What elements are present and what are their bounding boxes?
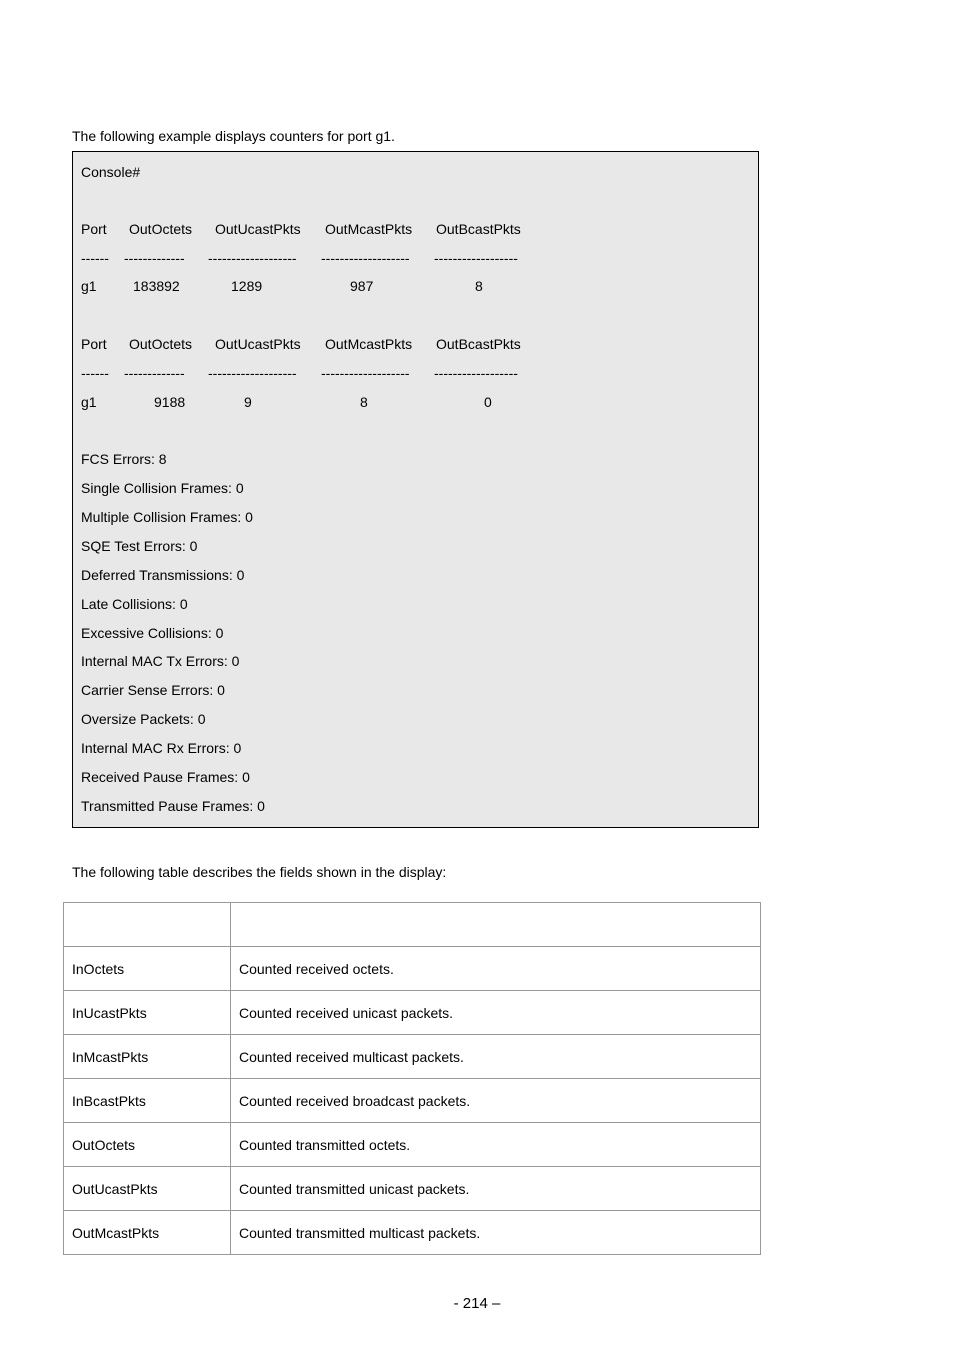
console-output (72, 151, 759, 828)
block1-value-port: g1 (81, 278, 97, 294)
field-description: Counted transmitted unicast packets. (231, 1167, 761, 1211)
error-line: Oversize Packets: 0 (81, 711, 206, 727)
error-line: Deferred Transmissions: 0 (81, 567, 245, 583)
block2-header-outbcastpkts: OutBcastPkts (436, 336, 521, 352)
block2-dash-port: ------ (81, 365, 109, 381)
table-row (64, 1211, 761, 1255)
page-number: - 214 – (453, 1295, 501, 1312)
block2-header-port: Port (81, 336, 107, 352)
error-line: Excessive Collisions: 0 (81, 625, 224, 641)
table-row (64, 1035, 761, 1079)
block1-header-outmcastpkts: OutMcastPkts (325, 221, 413, 237)
field-description: Counted received multicast packets. (231, 1035, 761, 1079)
field-name: OutOctets (64, 1123, 231, 1167)
block1-value-outmcastpkts: 987 (350, 278, 374, 294)
block1-header-outucastpkts: OutUcastPkts (215, 221, 301, 237)
block2-dash-outucastpkts: ------------------- (208, 365, 297, 381)
field-name: InMcastPkts (64, 1035, 231, 1079)
field-name: InOctets (64, 947, 231, 991)
block2-dash-outoctets: ------------- (124, 365, 185, 381)
table-row (64, 1123, 761, 1167)
table-header-row (64, 903, 761, 947)
block2-value-outbcastpkts: 0 (484, 394, 492, 410)
field-description: Counted received unicast packets. (231, 991, 761, 1035)
block2-value-outucastpkts: 9 (244, 394, 252, 410)
block1-header-port: Port (81, 221, 107, 237)
field-description: Counted received octets. (231, 947, 761, 991)
table-header-cell (64, 903, 231, 947)
field-description: Counted received broadcast packets. (231, 1079, 761, 1123)
error-line: Transmitted Pause Frames: 0 (81, 798, 265, 814)
block1-value-outucastpkts: 1289 (231, 278, 263, 294)
block1-header-outoctets: OutOctets (129, 221, 193, 237)
table-row (64, 991, 761, 1035)
block2-header-outucastpkts: OutUcastPkts (215, 336, 301, 352)
block1-value-outbcastpkts: 8 (475, 278, 483, 294)
field-description: Counted transmitted multicast packets. (231, 1211, 761, 1255)
error-line: Carrier Sense Errors: 0 (81, 682, 225, 698)
block2-value-outoctets: 9188 (154, 394, 186, 410)
field-name: OutMcastPkts (64, 1211, 231, 1255)
block2-header-outoctets: OutOctets (129, 336, 193, 352)
table-intro-text: The following table describes the fields shown in the display: (72, 864, 447, 880)
block2-dash-outmcastpkts: ------------------- (321, 365, 410, 381)
block1-dash-port: ------ (81, 250, 109, 266)
block1-dash-outucastpkts: ------------------- (208, 250, 297, 266)
block2-value-port: g1 (81, 394, 97, 410)
error-line: Internal MAC Rx Errors: 0 (81, 740, 242, 756)
field-name: OutUcastPkts (64, 1167, 231, 1211)
table-header-cell (231, 903, 761, 947)
error-line: FCS Errors: 8 (81, 451, 167, 467)
fields-table (63, 902, 761, 1255)
table-row (64, 1167, 761, 1211)
intro-text: The following example displays counters for port g1. (72, 128, 395, 144)
console-prompt: Console# (81, 164, 141, 180)
field-name: InBcastPkts (64, 1079, 231, 1123)
block2-value-outmcastpkts: 8 (360, 394, 368, 410)
error-line: Multiple Collision Frames: 0 (81, 509, 253, 525)
block2-header-outmcastpkts: OutMcastPkts (325, 336, 413, 352)
error-line: Internal MAC Tx Errors: 0 (81, 653, 240, 669)
table-row (64, 1079, 761, 1123)
error-line: Received Pause Frames: 0 (81, 769, 250, 785)
block1-value-outoctets: 183892 (133, 278, 180, 294)
block1-header-outbcastpkts: OutBcastPkts (436, 221, 521, 237)
error-line: SQE Test Errors: 0 (81, 538, 198, 554)
field-description: Counted transmitted octets. (231, 1123, 761, 1167)
error-line: Single Collision Frames: 0 (81, 480, 244, 496)
block2-dash-outbcastpkts: ------------------ (434, 365, 518, 381)
field-name: InUcastPkts (64, 991, 231, 1035)
block1-dash-outmcastpkts: ------------------- (321, 250, 410, 266)
table-row (64, 947, 761, 991)
block1-dash-outoctets: ------------- (124, 250, 185, 266)
block1-dash-outbcastpkts: ------------------ (434, 250, 518, 266)
error-line: Late Collisions: 0 (81, 596, 188, 612)
